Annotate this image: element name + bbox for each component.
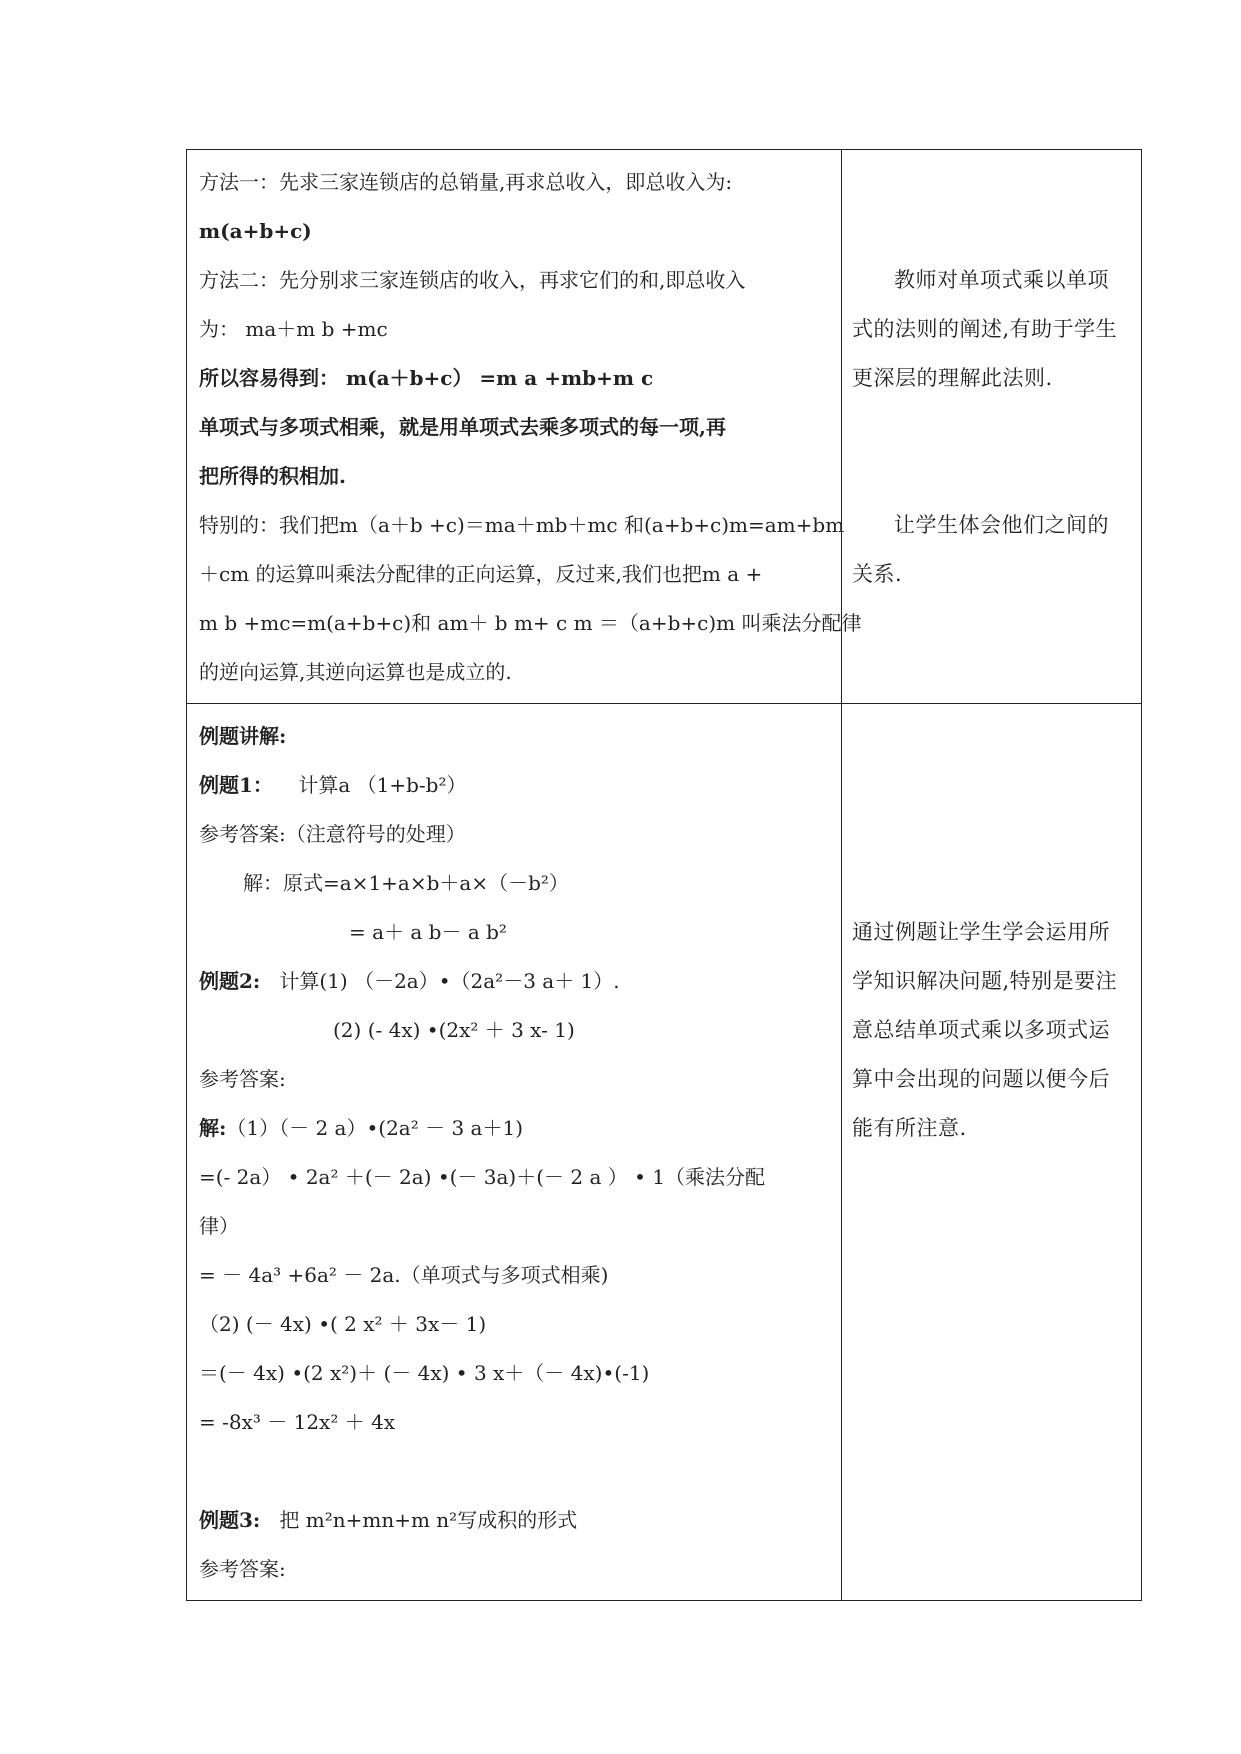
notes2-line-3: 意总结单项式乘以多项式运: [852, 1018, 1110, 1042]
solution-2-line-7: = -8x³ － 12x² ＋ 4x: [199, 1410, 396, 1434]
method2-formula: 为： ma＋m b +mc: [199, 317, 388, 341]
notes2-line-4: 算中会出现的问题以便今后: [852, 1067, 1110, 1091]
solution-2-line-4: = － 4a³ +6a² － 2a.（单项式与多项式相乘): [199, 1263, 609, 1287]
solution-2-line-1-text: （1）（－ 2 a）•(2a² － 3 a＋1): [226, 1116, 523, 1140]
example-1: [199, 761, 835, 810]
method2-text: 方法二：先分别求三家连锁店的收入，再求它们的和,即总收入: [199, 268, 746, 292]
examples-heading: 例题讲解:: [199, 724, 287, 748]
solution-2-line-6: ＝(－ 4x) •(2 x²)＋ (－ 4x) • 3 x＋（－ 4x)•(-1): [199, 1361, 650, 1385]
solution-2-line-5: （2) (－ 4x) •( 2 x² ＋ 3x－ 1): [199, 1312, 487, 1336]
note-a-line-1: 教师对单项式乘以单项: [894, 268, 1109, 292]
notes2-line-2: 学知识解决问题,特别是要注: [852, 969, 1118, 993]
example-3-text: 把 m²n+mn+m n²写成积的形式: [279, 1508, 578, 1532]
notes2-line-5: 能有所注意.: [852, 1116, 967, 1140]
example-1-label: 例题1：: [199, 773, 273, 797]
method1-text: 方法一：先求三家连锁店的总销量,再求总收入，即总收入为:: [199, 170, 733, 194]
solution-2-label: 解:: [199, 1116, 227, 1140]
example-2-text-1: 计算(1) （－2a）•（2a²－3 a＋ 1）.: [279, 969, 620, 993]
table-row-examples: [187, 704, 1142, 1601]
conclusion-formula: 所以容易得到： m(a＋b+c） =m a +mb+m c: [199, 366, 654, 390]
example-3: [199, 1496, 835, 1545]
solution-1-line-2: = a＋ a b－ a b²: [349, 920, 507, 944]
reference-answer-2: 参考答案:: [199, 1067, 286, 1091]
note-a-line-3: 更深层的理解此法则.: [852, 366, 1053, 390]
notes2-line-1: 通过例题让学生学会运用所: [852, 920, 1110, 944]
special-line-1: 特别的：我们把m（a＋b +c)＝ma＋mb＋mc 和(a+b+c)m=am+bm: [199, 513, 845, 537]
lesson-table: [186, 149, 1142, 1601]
example-2-text-2: (2) (- 4x) •(2x² ＋ 3 x- 1): [333, 1018, 575, 1042]
reference-answer-3: 参考答案:: [199, 1557, 286, 1581]
special-line-2: ＋cm 的运算叫乘法分配律的正向运算，反过来,我们也把m a +: [199, 562, 763, 586]
solution-2-line-1: [199, 1104, 835, 1153]
examples-notes-cell: [842, 704, 1142, 1601]
solution-1-line-1: 解：原式=a×1+a×b＋a×（－b²）: [243, 871, 569, 895]
method-content-cell: [187, 150, 862, 704]
rule-line-1: 单项式与多项式相乘，就是用单项式去乘多项式的每一项,再: [199, 415, 726, 439]
special-line-4: 的逆向运算,其逆向运算也是成立的.: [199, 660, 512, 684]
note-b-line-1: 让学生体会他们之间的: [894, 513, 1109, 537]
rule-line-2: 把所得的积相加.: [199, 464, 346, 488]
method-notes-cell: [842, 150, 1142, 704]
solution-2-line-3: 律）: [199, 1214, 239, 1238]
note-b-line-2: 关系.: [852, 562, 903, 586]
example-2-label: 例题2:: [199, 969, 261, 993]
example-2: [199, 957, 835, 1006]
table-row-method: [187, 150, 1142, 704]
method1-formula: m(a+b+c): [199, 219, 312, 243]
solution-2-line-2: =(- 2a） • 2a² ＋(－ 2a) •(－ 3a)＋(－ 2 a ） • 1（乘法分配: [199, 1165, 765, 1189]
example-3-label: 例题3:: [199, 1508, 261, 1532]
special-line-3: m b +mc=m(a+b+c)和 am＋ b m+ c m ＝（a+b+c)m 叫乘法分配律: [199, 611, 862, 635]
note-a-line-2: 式的法则的阐述,有助于学生: [852, 317, 1118, 341]
example-1-text: 计算a （1+b-b²）: [298, 773, 467, 797]
examples-content-cell: [187, 704, 842, 1601]
reference-answer-1: 参考答案:（注意符号的处理）: [199, 822, 466, 846]
